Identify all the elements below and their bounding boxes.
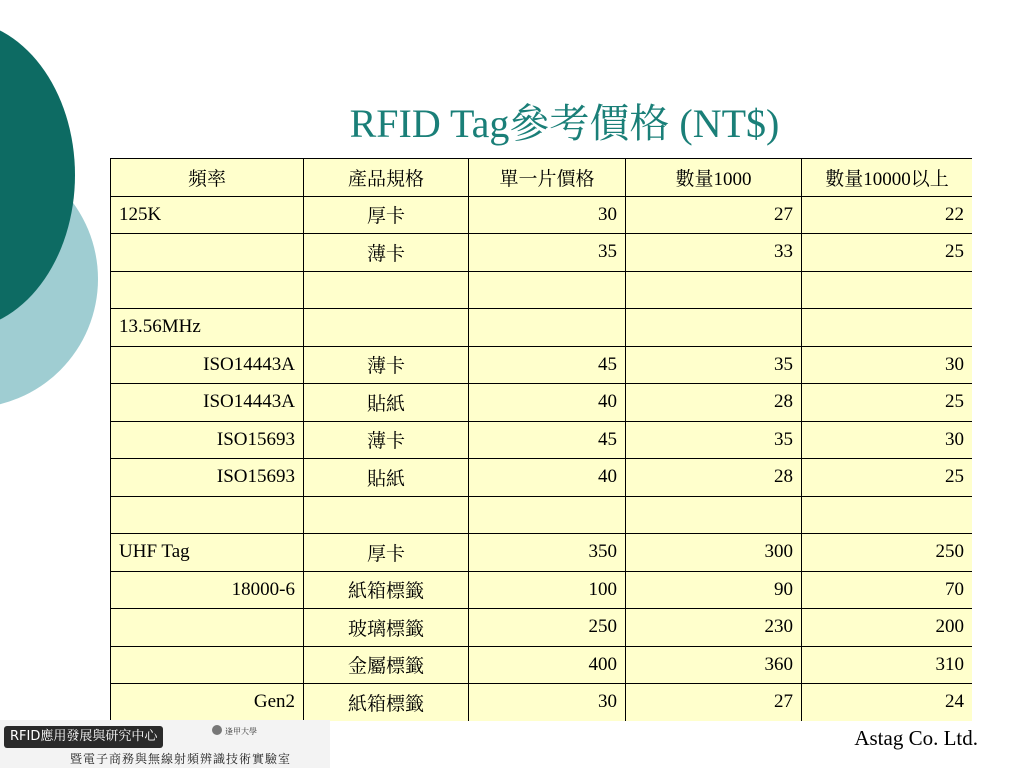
price-table: [110, 158, 972, 721]
table-header-row: [111, 159, 973, 197]
table-cell: 45: [469, 421, 626, 459]
table-cell: [111, 496, 304, 534]
table-cell: 27: [626, 196, 802, 234]
table-cell: 28: [626, 459, 802, 497]
table-row: [111, 309, 973, 347]
table-cell: 13.56MHz: [111, 309, 304, 347]
price-table-container: [110, 158, 972, 721]
table-cell: 35: [626, 421, 802, 459]
table-cell: [802, 496, 973, 534]
table-cell: 25: [802, 234, 973, 272]
table-row: [111, 346, 973, 384]
table-cell: 250: [802, 534, 973, 572]
table-cell: Gen2: [111, 684, 304, 722]
table-cell: 250: [469, 609, 626, 647]
table-cell: 30: [802, 346, 973, 384]
table-row: [111, 496, 973, 534]
table-cell: 400: [469, 646, 626, 684]
table-cell: ISO15693: [111, 459, 304, 497]
table-cell: 30: [469, 684, 626, 722]
table-cell: 33: [626, 234, 802, 272]
table-cell: 紙箱標籤: [304, 571, 469, 609]
table-row: [111, 421, 973, 459]
footer-logo-banner: [0, 720, 330, 768]
table-row: [111, 684, 973, 722]
table-cell: ISO14443A: [111, 384, 304, 422]
table-cell: UHF Tag: [111, 534, 304, 572]
table-cell: 金屬標籤: [304, 646, 469, 684]
table-cell: 230: [626, 609, 802, 647]
table-cell: [802, 309, 973, 347]
table-cell: 35: [469, 234, 626, 272]
table-row: [111, 534, 973, 572]
table-row: [111, 459, 973, 497]
table-cell: 30: [802, 421, 973, 459]
table-row: [111, 196, 973, 234]
table-cell: 350: [469, 534, 626, 572]
table-row: [111, 646, 973, 684]
table-cell: 貼紙: [304, 459, 469, 497]
table-cell: 310: [802, 646, 973, 684]
table-row: [111, 609, 973, 647]
table-cell: [111, 271, 304, 309]
table-cell: 厚卡: [304, 534, 469, 572]
table-cell: 18000-6: [111, 571, 304, 609]
table-cell: [626, 496, 802, 534]
university-logo-text: 逢甲大學: [225, 727, 257, 736]
company-name: Astag Co. Ltd.: [854, 726, 978, 750]
table-cell: 25: [802, 459, 973, 497]
table-cell: 紙箱標籤: [304, 684, 469, 722]
table-cell: ISO14443A: [111, 346, 304, 384]
header-frequency: 頻率: [111, 159, 304, 197]
table-cell: 70: [802, 571, 973, 609]
table-cell: [304, 309, 469, 347]
table-cell: [111, 609, 304, 647]
table-body: [111, 196, 973, 721]
table-cell: [304, 496, 469, 534]
table-cell: [111, 646, 304, 684]
table-row: [111, 384, 973, 422]
table-cell: 45: [469, 346, 626, 384]
table-cell: 35: [626, 346, 802, 384]
table-cell: [469, 496, 626, 534]
university-seal-icon: [212, 725, 222, 735]
table-cell: [626, 309, 802, 347]
decorative-dark-circle: [0, 20, 75, 330]
header-qty-1000: 數量1000: [626, 159, 802, 197]
table-cell: 28: [626, 384, 802, 422]
table-cell: 厚卡: [304, 196, 469, 234]
table-row: [111, 271, 973, 309]
table-cell: 薄卡: [304, 421, 469, 459]
table-cell: 薄卡: [304, 346, 469, 384]
header-product-spec: 產品規格: [304, 159, 469, 197]
table-cell: 玻璃標籤: [304, 609, 469, 647]
table-cell: 薄卡: [304, 234, 469, 272]
table-cell: 40: [469, 459, 626, 497]
table-row: [111, 571, 973, 609]
table-cell: [802, 271, 973, 309]
table-cell: 27: [626, 684, 802, 722]
table-cell: 25: [802, 384, 973, 422]
table-cell: [469, 309, 626, 347]
table-cell: [469, 271, 626, 309]
table-cell: 貼紙: [304, 384, 469, 422]
table-cell: 100: [469, 571, 626, 609]
table-cell: [111, 234, 304, 272]
table-cell: 30: [469, 196, 626, 234]
decorative-light-circle: [0, 150, 98, 408]
table-cell: 125K: [111, 196, 304, 234]
table-cell: 300: [626, 534, 802, 572]
table-cell: 24: [802, 684, 973, 722]
table-cell: ISO15693: [111, 421, 304, 459]
header-unit-price: 單一片價格: [469, 159, 626, 197]
table-cell: 40: [469, 384, 626, 422]
table-row: [111, 234, 973, 272]
rfid-center-logo-text: RFID應用發展與研究中心: [4, 726, 163, 748]
table-cell: 200: [802, 609, 973, 647]
table-cell: [626, 271, 802, 309]
lab-subtitle-text: 暨電子商務與無線射頻辨識技術實驗室: [70, 752, 292, 766]
header-qty-10000-plus: 數量10000以上: [802, 159, 973, 197]
table-cell: 90: [626, 571, 802, 609]
slide-title: RFID Tag參考價格 (NT$): [349, 101, 780, 146]
table-cell: 22: [802, 196, 973, 234]
table-cell: [304, 271, 469, 309]
table-cell: 360: [626, 646, 802, 684]
